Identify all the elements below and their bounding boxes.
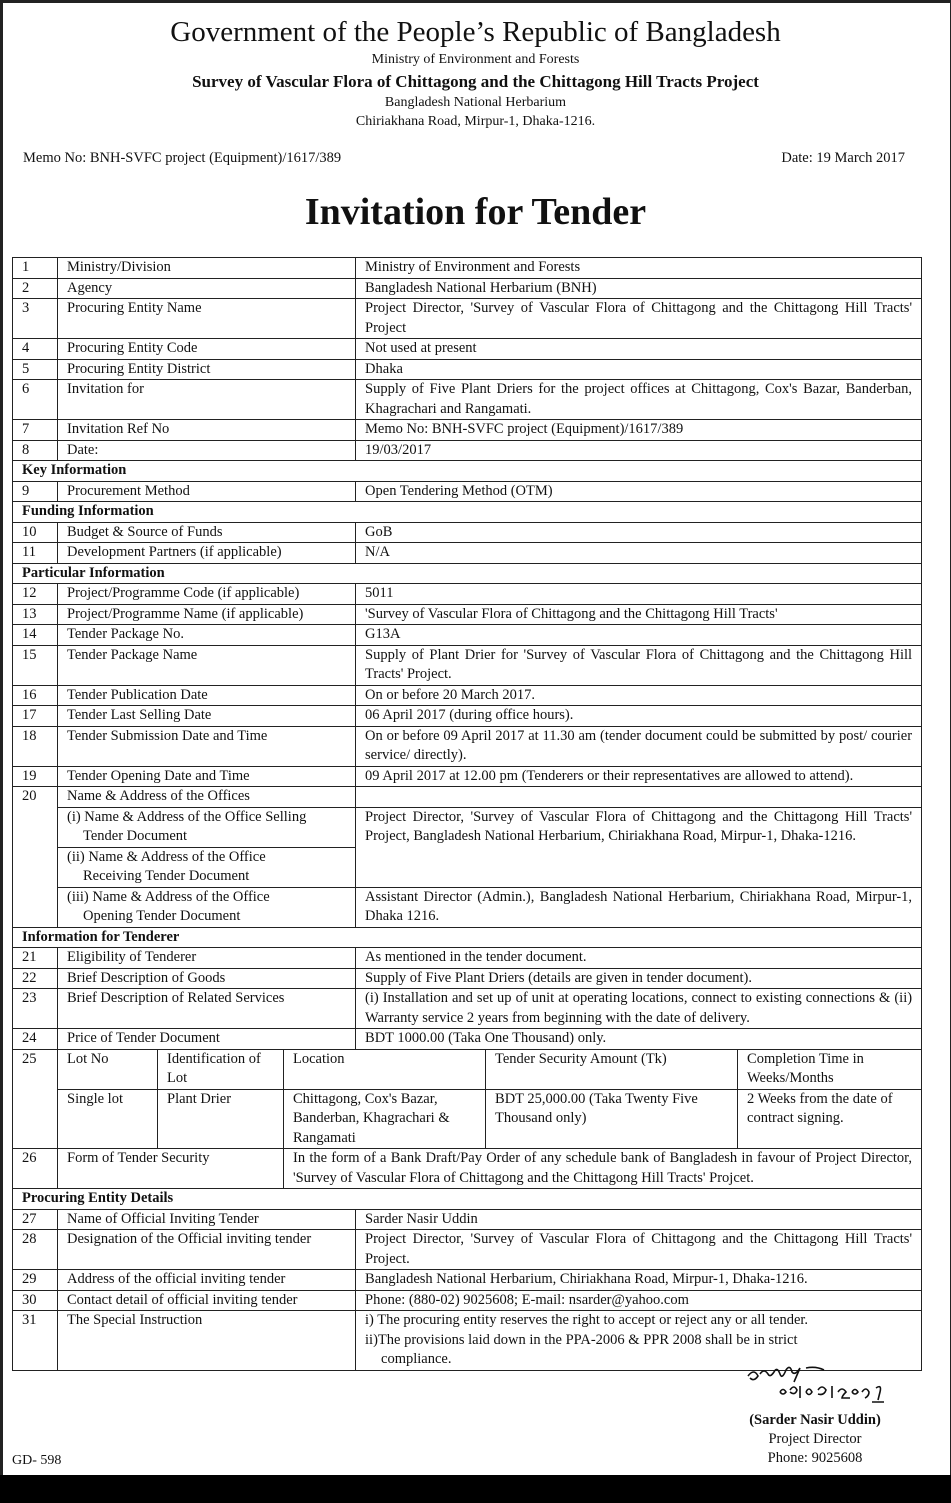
row-number: 13 [13,604,58,625]
row-value: Open Tendering Method (OTM) [356,481,922,502]
table-row [13,359,922,380]
row-number: 16 [13,685,58,706]
instruction-line: ii)The provisions laid down in the PPA-2006 & PPR 2008 shall be in strict [365,1331,798,1348]
row-value: Project Director, 'Survey of Vascular Flora of Chittagong and the Chittagong Hill Tracts' Project. [356,1230,922,1270]
office-label-line: Receiving Tender Document [83,868,250,884]
gd-code: GD- 598 [12,1453,62,1468]
row-label: Development Partners (if applicable) [58,543,356,564]
table-row [13,584,922,605]
table-row [13,1209,922,1230]
table-row [13,380,922,420]
page-title: Invitation for Tender [304,191,647,233]
row-number: 11 [13,543,58,564]
row-value: In the form of a Bank Draft/Pay Order of any schedule bank of Bangladesh in favour of Project Director, 'Survey of Vascular Flora of Chittagong and the Chittagong Hill Tracts' Projcet. [284,1149,922,1189]
row-value: N/A [356,543,922,564]
lot-column-header: Completion Time in Weeks/Months [738,1049,922,1089]
row-label: Price of Tender Document [58,1029,356,1050]
table-row [13,339,922,360]
lot-cell: Chittagong, Cox's Bazar, Banderban, Khagrachari & Rangamati [284,1089,486,1149]
office-address-value: Project Director, 'Survey of Vascular Flora of Chittagong and the Chittagong Hill Tracts' Project, Bangladesh National Herbarium, Chiriakhana Road, Mirpur-1, Dhaka-1216. [356,807,922,887]
section-row [13,563,922,584]
lot-row [13,1089,922,1149]
row-label: Invitation for [58,380,356,420]
table-row [13,522,922,543]
row-value: 06 April 2017 (during office hours). [356,706,922,727]
row-value: Bangladesh National Herbarium, Chiriakhana Road, Mirpur-1, Dhaka-1216. [356,1270,922,1291]
row-number: 24 [13,1029,58,1050]
table-row [13,543,922,564]
office-address: Chiriakhana Road, Mirpur-1, Dhaka-1216. [355,114,596,129]
row-value: Ministry of Environment and Forests [356,258,922,279]
row-number: 19 [13,766,58,787]
row-value: 19/03/2017 [356,440,922,461]
row-label: Form of Tender Security [58,1149,284,1189]
table-row [13,1270,922,1291]
row-number: 18 [13,726,58,766]
instruction-line: compliance. [381,1351,452,1367]
row-label: Address of the official inviting tender [58,1270,356,1291]
section-heading: Procuring Entity Details [13,1189,922,1210]
row-value: 09 April 2017 at 12.00 pm (Tenderers or their representatives are allowed to attend). [356,766,922,787]
row-value: Dhaka [356,359,922,380]
row-number: 10 [13,522,58,543]
table-row [13,726,922,766]
row-label: Project/Programme Name (if applicable) [58,604,356,625]
row-number: 2 [13,278,58,299]
row-number: 1 [13,258,58,279]
table-row [13,1290,922,1311]
row-value: Project Director, 'Survey of Vascular Flora of Chittagong and the Chittagong Hill Tracts' Project [356,299,922,339]
office-label-line: Opening Tender Document [83,908,241,924]
table-row [13,968,922,989]
row-label: Ministry/Division [58,258,356,279]
row-number: 8 [13,440,58,461]
row-label: Procurement Method [58,481,356,502]
memo-date: Date: 19 March 2017 [781,150,905,166]
row-number: 31 [13,1311,58,1371]
row-number: 28 [13,1230,58,1270]
signature-image [740,1362,900,1407]
lot-cell: Plant Drier [158,1089,284,1149]
row-label: Name of Official Inviting Tender [58,1209,356,1230]
row-label: Agency [58,278,356,299]
row-label: Tender Opening Date and Time [58,766,356,787]
row-number: 3 [13,299,58,339]
row-number: 25 [13,1049,58,1149]
section-heading: Particular Information [13,563,922,584]
lot-column-header: Location [284,1049,486,1089]
row-label: Brief Description of Goods [58,968,356,989]
table-row [13,299,922,339]
lot-column-header: Tender Security Amount (Tk) [486,1049,738,1089]
row-number: 30 [13,1290,58,1311]
row-number: 4 [13,339,58,360]
office-heading: Bangladesh National Herbarium [384,95,567,110]
row-label: Designation of the Official inviting tender [58,1230,356,1270]
row-value: On or before 09 April 2017 at 11.30 am (tender document could be submitted by post/ courier service/ directly). [356,726,922,766]
row-label: Procuring Entity Code [58,339,356,360]
table-row [13,481,922,502]
row-label: Tender Package No. [58,625,356,646]
lot-column-header: Identification of Lot [158,1049,284,1089]
row-label: Tender Last Selling Date [58,706,356,727]
office-label [58,807,356,847]
row-number: 17 [13,706,58,727]
office-label [58,887,356,927]
row-number: 7 [13,420,58,441]
row-value: 5011 [356,584,922,605]
section-row [13,461,922,482]
section-row [13,1189,922,1210]
office-subrow [13,807,922,847]
row-value: G13A [356,625,922,646]
office-label-line: (iii) Name & Address of the Office [67,888,270,905]
table-row [13,787,922,808]
instruction-line: i) The procuring entity reserves the right to accept or reject any or all tender. [365,1312,809,1328]
signatory-designation: Project Director [768,1431,862,1447]
table-row [13,420,922,441]
row-label: Invitation Ref No [58,420,356,441]
row-label: Tender Publication Date [58,685,356,706]
section-row [13,502,922,523]
section-heading: Key Information [13,461,922,482]
lot-cell: BDT 25,000.00 (Taka Twenty Five Thousand only) [486,1089,738,1149]
table-row [13,645,922,685]
row-value: As mentioned in the tender document. [356,948,922,969]
lot-cell: 2 Weeks from the date of contract signing. [738,1089,922,1149]
row-value: On or before 20 March 2017. [356,685,922,706]
row-number: 5 [13,359,58,380]
section-row [13,927,922,948]
table-row [13,1029,922,1050]
lot-column-header: Lot No [58,1049,158,1089]
row-number: 29 [13,1270,58,1291]
row-value: Supply of Plant Drier for 'Survey of Vascular Flora of Chittagong and the Chittagong Hill Tracts' Project. [356,645,922,685]
signatory-name: (Sarder Nasir Uddin) [749,1412,881,1428]
table-row [13,625,922,646]
signatory-phone: Phone: 9025608 [767,1450,863,1466]
office-label-line: (ii) Name & Address of the Office [67,848,266,865]
row-label: Tender Submission Date and Time [58,726,356,766]
row-label: Budget & Source of Funds [58,522,356,543]
ministry-heading: Ministry of Environment and Forests [371,52,580,67]
row-value: 'Survey of Vascular Flora of Chittagong and the Chittagong Hill Tracts' [356,604,922,625]
row-number: 21 [13,948,58,969]
row-number: 15 [13,645,58,685]
row-number: 6 [13,380,58,420]
row-label: The Special Instruction [58,1311,356,1371]
row-value: Not used at present [356,339,922,360]
office-label [58,847,356,887]
row-number: 26 [13,1149,58,1189]
table-row [13,1230,922,1270]
row-number: 12 [13,584,58,605]
office-label-line: Tender Document [83,828,188,844]
row-value: Phone: (880-02) 9025608; E-mail: nsarder@yahoo.com [356,1290,922,1311]
row-number: 23 [13,989,58,1029]
row-value: Supply of Five Plant Driers (details are given in tender document). [356,968,922,989]
row-label: Procuring Entity Name [58,299,356,339]
table-row [13,440,922,461]
project-heading: Survey of Vascular Flora of Chittagong and the Chittagong Hill Tracts Project [192,72,759,91]
table-row [13,948,922,969]
table-row [13,989,922,1029]
table-row [13,278,922,299]
row-value: BDT 1000.00 (Taka One Thousand) only. [356,1029,922,1050]
row-number: 14 [13,625,58,646]
row-label: Project/Programme Code (if applicable) [58,584,356,605]
section-heading: Information for Tenderer [13,927,922,948]
row-label: Contact detail of official inviting tender [58,1290,356,1311]
row-value: GoB [356,522,922,543]
row-number: 22 [13,968,58,989]
lot-header-row [13,1049,922,1089]
row-label: Eligibility of Tenderer [58,948,356,969]
row-label: Procuring Entity District [58,359,356,380]
office-subrow [13,887,922,927]
row-number: 9 [13,481,58,502]
tender-table [12,257,922,1371]
row-value: Bangladesh National Herbarium (BNH) [356,278,922,299]
table-row [13,1149,922,1189]
row-value: Supply of Five Plant Driers for the project offices at Chittagong, Cox's Bazar, Banderban, Khagrachari and Rangamati. [356,380,922,420]
row-value: Sarder Nasir Uddin [356,1209,922,1230]
bottom-band [0,1475,951,1503]
row-label: Tender Package Name [58,645,356,685]
row-label: Date: [58,440,356,461]
office-address-value: Assistant Director (Admin.), Bangladesh National Herbarium, Chiriakhana Road, Mirpur-1, Dhaka 1216. [356,887,922,927]
row-label: Brief Description of Related Services [58,989,356,1029]
office-label-line: (i) Name & Address of the Office Selling [67,808,307,825]
table-row [13,766,922,787]
row-value [356,787,922,808]
section-heading: Funding Information [13,502,922,523]
table-row [13,706,922,727]
table-row [13,685,922,706]
table-row [13,604,922,625]
memo-number: Memo No: BNH-SVFC project (Equipment)/1617/389 [23,150,342,166]
table-row [13,258,922,279]
row-number: 27 [13,1209,58,1230]
row-value: (i) Installation and set up of unit at operating locations, connect to existing connections & (ii) Warranty service 2 years from beginning with the date of delivery. [356,989,922,1029]
row-number: 20 [13,787,58,928]
government-heading: Government of the People’s Republic of Bangladesh [170,16,781,48]
row-label: Name & Address of the Offices [58,787,356,808]
lot-cell: Single lot [58,1089,158,1149]
row-value: Memo No: BNH-SVFC project (Equipment)/1617/389 [356,420,922,441]
